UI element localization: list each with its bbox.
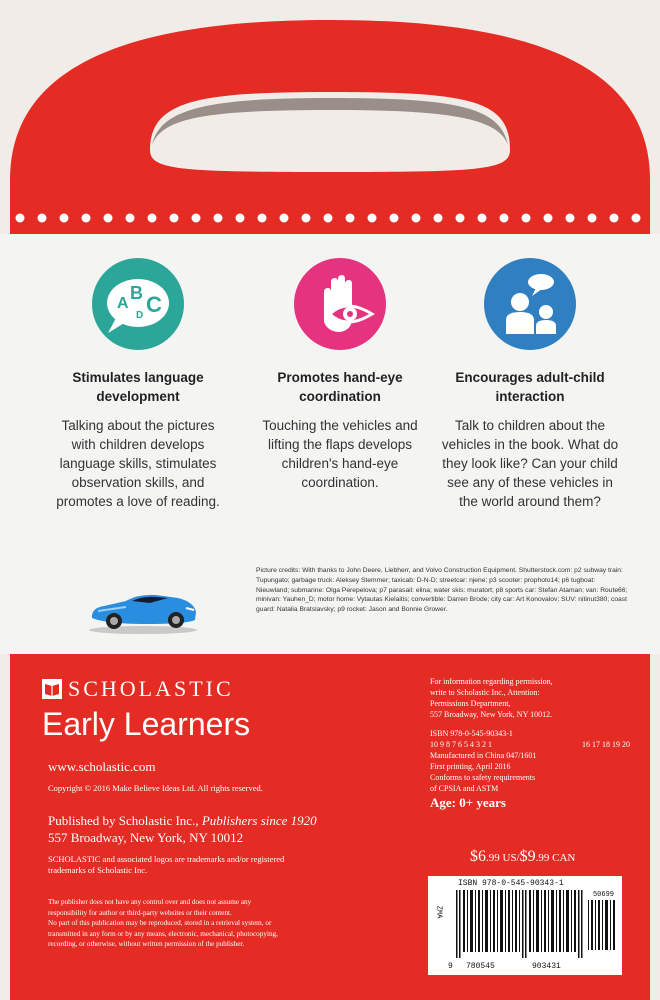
print-years: 16 17 18 19 20 [582,740,630,749]
publication-info [430,676,640,812]
abc-speech-bubble-icon [92,258,184,350]
abc-letter-b: B [130,283,143,303]
legal-line: transmitted in any form or by any means, electronic, mechanical, photocopying, [48,929,278,938]
benefit-interaction [440,258,620,511]
price-ca-cents: .99 [535,852,550,864]
price [470,848,575,866]
publisher-info [48,812,317,846]
price-us-suffix: US/ [499,852,520,864]
benefit-title: Stimulates language development [72,370,204,404]
website-link[interactable]: www.scholastic.com [48,759,156,774]
legal-line: The publisher does not have any control over and does not assume any [48,898,252,906]
price-ca-dollars: $9 [519,848,536,865]
publisher-address: 557 Broadway, New York, NY 10012 [48,830,244,845]
barcode-box [428,876,622,975]
benefit-language [48,258,228,511]
benefit-title: Encourages adult-child interaction [455,370,605,404]
barcode-group-1: 780545 [466,962,495,971]
abc-letter-a: A [117,295,129,312]
brand-name: SCHOLASTIC [68,676,234,701]
benefit-title: Promotes hand-eye coordination [277,370,403,404]
age-rating: Age: 0+ years [430,795,506,810]
permissions-line: For information regarding permission, [430,677,553,686]
permissions-line: 557 Broadway, New York, NY 10012. [430,710,553,719]
barcode-side-code: ZMA [434,905,443,919]
manufacturing-line: First printing, April 2016 [430,762,511,771]
trademark-notice: SCHOLASTIC and associated logos are trademarks and/or registered trademarks of Scholastic Inc. [48,854,285,875]
price-ca-suffix: CAN [549,852,576,864]
legal-line: recording, or otherwise, without written permission of the publisher. [48,940,245,949]
permissions-line: write to Scholastic Inc., Attention: [430,688,540,697]
benefit-hand-eye [250,258,430,492]
price-us-dollars: $6 [470,848,486,865]
benefit-text: Talking about the pictures with children develops language skills, stimulates observation skills, and promotes a love of reading. [56,418,220,509]
legal-line: responsibility for author or third-party websites or their content. [48,908,232,917]
scholastic-logo-icon [42,679,62,699]
adult-child-talking-icon [484,258,576,350]
barcode-isbn: ISBN 978-0-545-90343-1 [458,879,564,888]
legal-line: No part of this publication may be reproduced, stored in a retrieval system, or [48,919,272,928]
abc-letter-c: C [146,292,162,317]
price-us-cents: .99 [486,852,500,864]
publisher-name: Published by Scholastic Inc., [48,813,202,828]
car-image [86,576,201,636]
publisher-line [48,812,317,829]
benefit-text: Touching the vehicles and lifting the flaps develops children's hand-eye coordination. [262,418,418,490]
abc-letter-d: D [136,310,144,321]
series-title: Early Learners [42,706,251,742]
print-line [430,739,630,750]
barcode-bars [456,890,616,958]
copyright-notice: Copyright © 2016 Make Believe Ideas Ltd. All rights reserved. [48,783,263,793]
benefit-text: Talk to children about the vehicles in the book. What do they look like? Can your child see any of these vehicles in the world around them? [441,418,619,509]
manufacturing-line: Manufactured in China 047/1601 [430,751,537,760]
barcode-group-2: 903431 [532,962,561,971]
print-numbers: 10 9 8 7 6 5 4 3 2 1 [430,740,492,749]
publisher-since: Publishers since 1920 [201,813,317,828]
barcode-addon: 50699 [592,891,614,899]
legal-notice [48,897,398,950]
permissions-line: Permissions Department, [430,699,511,708]
dotted-border [16,214,641,223]
picture-credits: Picture credits: With thanks to John Deere, Liebherr, and Volvo Construction Equipment. Shutterstock.com: p2 subway train: Tupungato; garbage truck: Aleksey Stemmer; taxicab: D-N-D; streetcar: njene; p3 scooter: prophoto14; p6 tugboat: Nieuwland; submarine: Olga Perepelova; p7 parasail: elina; water skis: muratort; p8 sports car: Stefan Ataman; van: Route66; minivan: Yauhen_D; motor home: Vytautas Kielaitis; convertible: Darren Brode; city car: Art Konovalov; SUV: nitinut380; coast guard: Natalia Bratslavsky; p9 rocket: Jason and Bonnie Grower. [256,567,628,614]
isbn-text: ISBN 978-0-545-90343-1 [430,729,513,738]
barcode-first-digit: 9 [448,962,453,971]
scholastic-brand [42,676,234,702]
manufacturing-line: of CPSIA and ASTM [430,784,499,793]
hand-eye-icon [294,258,386,350]
manufacturing-line: Conforms to safety requirements [430,773,536,782]
